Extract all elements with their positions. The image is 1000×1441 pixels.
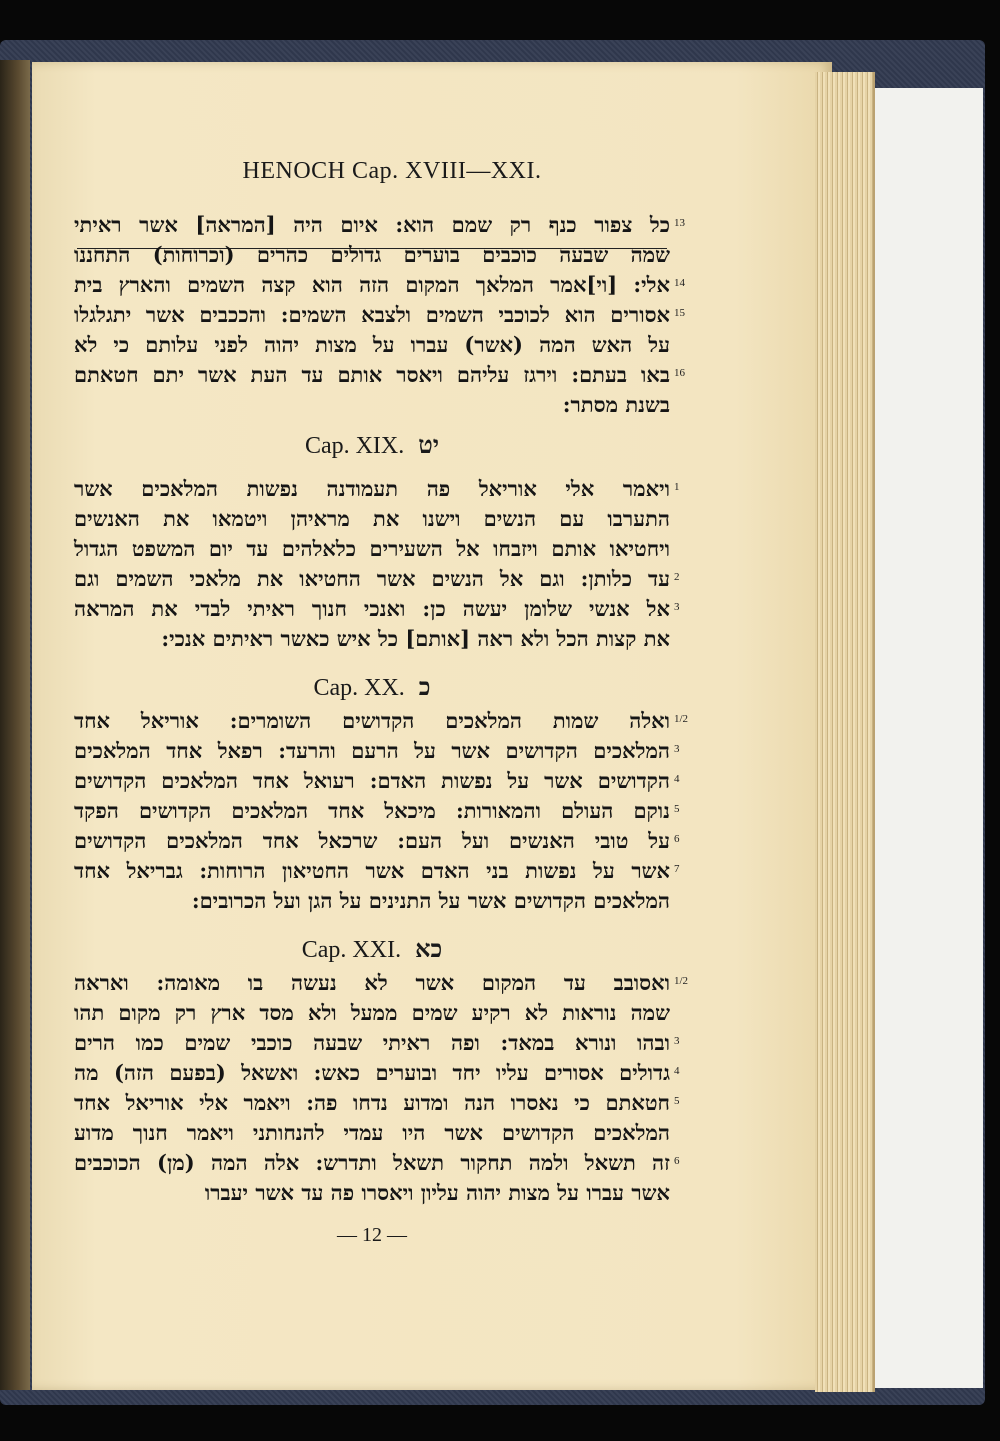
chapter-hebrew-numeral: יט <box>418 430 440 459</box>
text-block-cap18 <box>74 210 685 420</box>
text-block-cap21 <box>74 968 689 1208</box>
text-line <box>74 856 680 886</box>
text-line <box>74 766 680 796</box>
text-line <box>74 826 680 856</box>
verse-number: 4 <box>674 773 680 785</box>
page-number: — 12 — <box>337 1224 407 1246</box>
line-text: המלאכים הקדושים אשר על התנינים על הגן ועל הכרובים: <box>191 888 670 913</box>
verse-number: 4 <box>674 1065 680 1077</box>
running-header: HENOCH Cap. XVIII—XXI. <box>242 158 542 184</box>
line-text: אשר עברו על מצות יהוה עליון ויאסרו פה עד אשר יעברו <box>204 1180 670 1205</box>
text-line <box>74 210 685 240</box>
text-line <box>74 534 670 564</box>
line-text: ובהו ונורא במאד: ופה ראיתי שבעה כוכבי שמים כמו הרים <box>74 1030 670 1055</box>
text-line <box>74 1178 670 1208</box>
text-line <box>74 624 670 654</box>
line-text: המלאכים הקדושים אשר על הרעם והרעד: רפאל אחד המלאכים <box>74 738 670 763</box>
line-text: התערבו עם הנשים וישנו את מראיהן ויטמאו את האנשים <box>74 506 670 531</box>
text-block-cap19 <box>74 474 680 654</box>
verse-number: 5 <box>674 1095 680 1107</box>
verse-number: 14 <box>674 277 685 289</box>
verse-number: 1 <box>674 481 680 493</box>
chapter-heading-xix <box>74 430 670 460</box>
chapter-label: Cap. XXI. <box>301 937 402 963</box>
line-text: שמה שבעה כוכבים בוערים גדולים כהרים (וכרוחות) התחננו <box>74 242 670 267</box>
line-text: המלאכים הקדושים אשר היו עמדי להנחותני ויאמר חנוך מדוע <box>74 1120 670 1145</box>
text-line <box>74 270 685 300</box>
verse-number: 2 <box>674 571 680 583</box>
line-text: כל צפור כנף רק שמם הוא: איום היה [המראה] אשר ראיתי <box>74 212 670 237</box>
line-text: אלי: [וי]אמר המלאך המקום הזה הוא קצה השמים והארץ בית <box>74 272 670 297</box>
verse-number: 5 <box>674 803 680 815</box>
line-text: זה תשאל ולמה תחקור תשאל ותדרש: אלה המה (מן) הכוכבים <box>74 1150 670 1175</box>
text-line <box>74 300 685 330</box>
verse-number: 15 <box>674 307 685 319</box>
text-line <box>74 886 670 916</box>
line-text: ואלה שמות המלאכים הקדושים השומרים: אוריאל אחד <box>74 708 670 733</box>
line-text: אל אנשי שלומן יעשה כן: ואנכי חנוך ראיתי לבדי את המראה <box>74 596 670 621</box>
line-text: שמה נוראות לא רקיע שמים ממעל ולא מסד ארץ רק מקום תהו <box>74 1000 670 1025</box>
line-text: נוקם העולם והמאורות: מיכאל אחד המלאכים הקדושים הפקד <box>74 798 670 823</box>
text-line <box>74 594 680 624</box>
line-text: חטאתם כי נאסרו הנה ומדוע נדחו פה: ויאמר אלי אוריאל אחד <box>74 1090 670 1115</box>
text-line <box>74 330 670 360</box>
verse-number: 6 <box>674 833 680 845</box>
endpaper <box>873 88 983 1388</box>
line-text: עד כלותן: וגם אל הנשים אשר החטיאו את מלאכי השמים וגם <box>74 566 670 591</box>
line-text: על טובי האנשים ועל העם: שרכאל אחד המלאכים הקדושים <box>74 828 670 853</box>
text-line <box>74 360 685 390</box>
chapter-hebrew-numeral: כ <box>418 672 431 701</box>
text-line <box>74 706 689 736</box>
text-line <box>74 240 670 270</box>
verse-number: 3 <box>674 743 680 755</box>
line-text: אשר על נפשות בני האדם אשר החטיאון הרוחות: גבריאל אחד <box>74 858 670 883</box>
line-text: ואסובב עד המקום אשר לא נעשה בו מאומה: ואראה <box>74 970 670 995</box>
page-edges <box>815 72 875 1392</box>
chapter-label: Cap. XIX. <box>304 433 405 459</box>
line-text: על האש המה (אשר) עברו על מצות יהוה לפני עלותם כי לא <box>74 332 670 357</box>
line-text: ויאמר אלי אוריאל פה תעמודנה נפשות המלאכים אשר <box>74 476 670 501</box>
text-line <box>74 1118 670 1148</box>
verse-number: 6 <box>674 1155 680 1167</box>
chapter-heading-xxi <box>74 934 670 964</box>
text-line <box>74 736 680 766</box>
line-text: אסורים הוא לכוכבי השמים ולצבא השמים: והככבים אשר יתגלגלו <box>74 302 670 327</box>
previous-page-edge <box>0 60 30 1390</box>
text-line <box>74 1088 680 1118</box>
chapter-heading-xx <box>74 672 670 702</box>
line-text: גדולים אסורים עליו יחד ובוערים כאש: ואשאל (בפעם הזה) מה <box>74 1060 670 1085</box>
text-line <box>74 968 689 998</box>
line-text: את קצות הכל ולא ראה [אותם] כל איש כאשר ראיתים אנכי: <box>161 626 670 651</box>
verse-number: 1/2 <box>674 713 689 725</box>
verse-number: 3 <box>674 601 680 613</box>
text-block-cap20 <box>74 706 689 916</box>
text-line <box>74 1058 680 1088</box>
line-text: ויחטיאו אותם ויזבחו אל השעירים כלאלהים עד יום המשפט הגדול <box>74 536 670 561</box>
verse-number: 3 <box>674 1035 680 1047</box>
text-line <box>74 796 680 826</box>
verse-number: 1/2 <box>674 975 689 987</box>
chapter-hebrew-numeral: כא <box>415 934 443 963</box>
chapter-label: Cap. XX. <box>313 675 405 701</box>
text-line <box>74 390 670 420</box>
line-text: באו בעתם: וירגז עליהם ויאסר אותם עד העת אשר יתם חטאתם <box>74 362 670 387</box>
text-line <box>74 504 670 534</box>
text-line <box>74 1028 680 1058</box>
text-line <box>74 474 680 504</box>
verse-number: 13 <box>674 217 685 229</box>
verse-number: 7 <box>674 863 680 875</box>
line-text: הקדושים אשר על נפשות האדם: רעואל אחד המלאכים הקדושים <box>74 768 670 793</box>
verse-number: 16 <box>674 367 685 379</box>
text-line <box>74 998 670 1028</box>
text-line <box>74 1148 680 1178</box>
book-page <box>32 62 832 1390</box>
line-text: בשנת מסתר: <box>562 392 670 417</box>
text-line <box>74 564 680 594</box>
